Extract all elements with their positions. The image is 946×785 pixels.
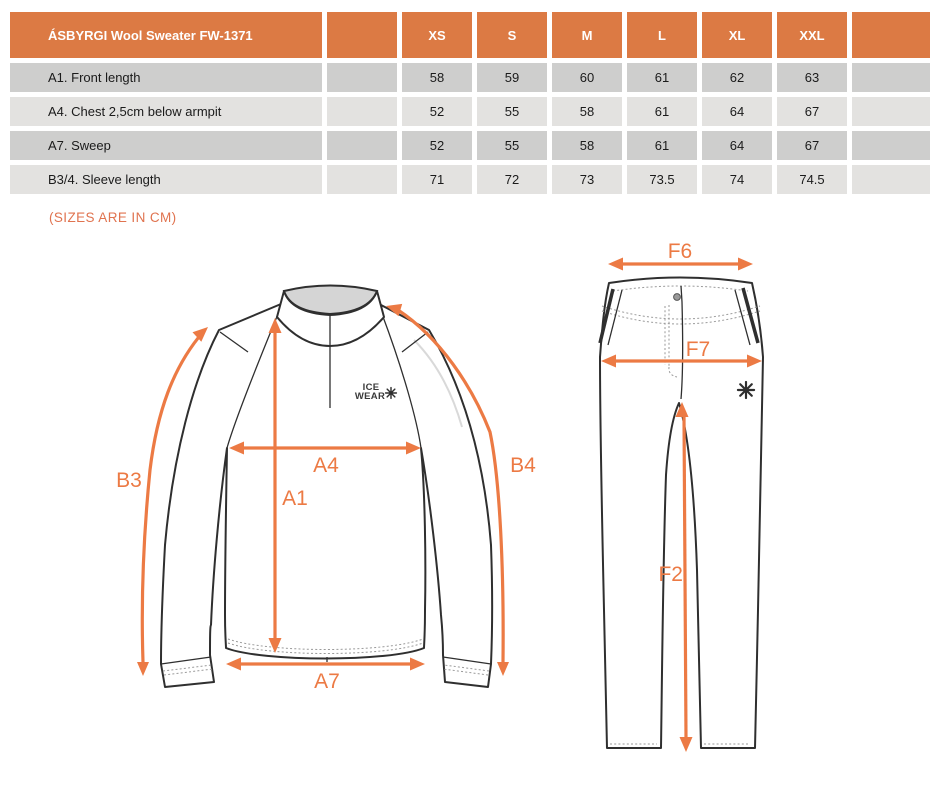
table-cell: 74.5: [777, 165, 847, 194]
table-cell: 63: [777, 63, 847, 92]
brand-logo-ice: ICE: [362, 382, 380, 393]
size-header-xxl: XXL: [777, 12, 847, 58]
measurement-diagram: [0, 232, 946, 785]
size-header-xl: XL: [702, 12, 772, 58]
table-cell: 72: [477, 165, 547, 194]
size-header-l: L: [627, 12, 697, 58]
table-cell: 58: [552, 97, 622, 126]
measure-label-b4: B4: [510, 454, 536, 477]
row-spacer: [852, 165, 930, 194]
row-label-chest: A4. Chest 2,5cm below armpit: [10, 97, 322, 126]
row-spacer: [327, 131, 397, 160]
table-cell: 55: [477, 131, 547, 160]
measure-arrow-f6: [608, 240, 753, 271]
table-cell: 64: [702, 97, 772, 126]
measure-label-a4: A4: [313, 454, 339, 477]
row-label-sleeve-length: B3/4. Sleeve length: [10, 165, 322, 194]
table-cell: 73.5: [627, 165, 697, 194]
table-cell: 73: [552, 165, 622, 194]
measure-label-f6: F6: [667, 240, 693, 263]
waist-button: [674, 294, 681, 301]
pants-snowflake-icon: [738, 382, 754, 398]
row-spacer: [852, 131, 930, 160]
measure-label-f2: F2: [658, 563, 683, 586]
table-cell: 61: [627, 97, 697, 126]
table-cell: 71: [402, 165, 472, 194]
measure-label-a1: A1: [282, 487, 308, 510]
measure-label-b3: B3: [116, 469, 142, 492]
row-spacer: [852, 97, 930, 126]
sweater-drawing: [161, 286, 492, 688]
pants-outline: [600, 278, 763, 749]
table-title: ÁSBYRGI Wool Sweater FW-1371: [10, 12, 322, 58]
size-header-xs: XS: [402, 12, 472, 58]
measure-arrow-a7: [226, 658, 425, 694]
table-cell: 55: [477, 97, 547, 126]
size-chart-table: [10, 12, 930, 194]
row-spacer: [852, 63, 930, 92]
size-header-s: S: [477, 12, 547, 58]
table-cell: 67: [777, 97, 847, 126]
table-cell: 61: [627, 63, 697, 92]
table-cell: 58: [402, 63, 472, 92]
header-spacer-right: [852, 12, 930, 58]
row-spacer: [327, 97, 397, 126]
table-cell: 58: [552, 131, 622, 160]
brand-snowflake-icon: [386, 388, 397, 399]
table-cell: 59: [477, 63, 547, 92]
table-cell: 62: [702, 63, 772, 92]
table-cell: 52: [402, 131, 472, 160]
brand-logo-wear: WEAR: [354, 391, 386, 402]
table-cell: 52: [402, 97, 472, 126]
size-header-m: M: [552, 12, 622, 58]
pants-drawing: [600, 278, 763, 749]
row-spacer: [327, 63, 397, 92]
row-label-sweep: A7. Sweep: [10, 131, 322, 160]
sweater-outline: [161, 304, 492, 687]
sizes-unit-note: (SIZES ARE IN CM): [49, 210, 177, 225]
table-cell: 64: [702, 131, 772, 160]
table-cell: 60: [552, 63, 622, 92]
table-cell: 74: [702, 165, 772, 194]
header-spacer-left: [327, 12, 397, 58]
table-cell: 67: [777, 131, 847, 160]
table-cell: 61: [627, 131, 697, 160]
row-spacer: [327, 165, 397, 194]
row-label-front-length: A1. Front length: [10, 63, 322, 92]
measure-label-a7: A7: [314, 670, 340, 693]
measure-label-f7: F7: [685, 338, 711, 361]
